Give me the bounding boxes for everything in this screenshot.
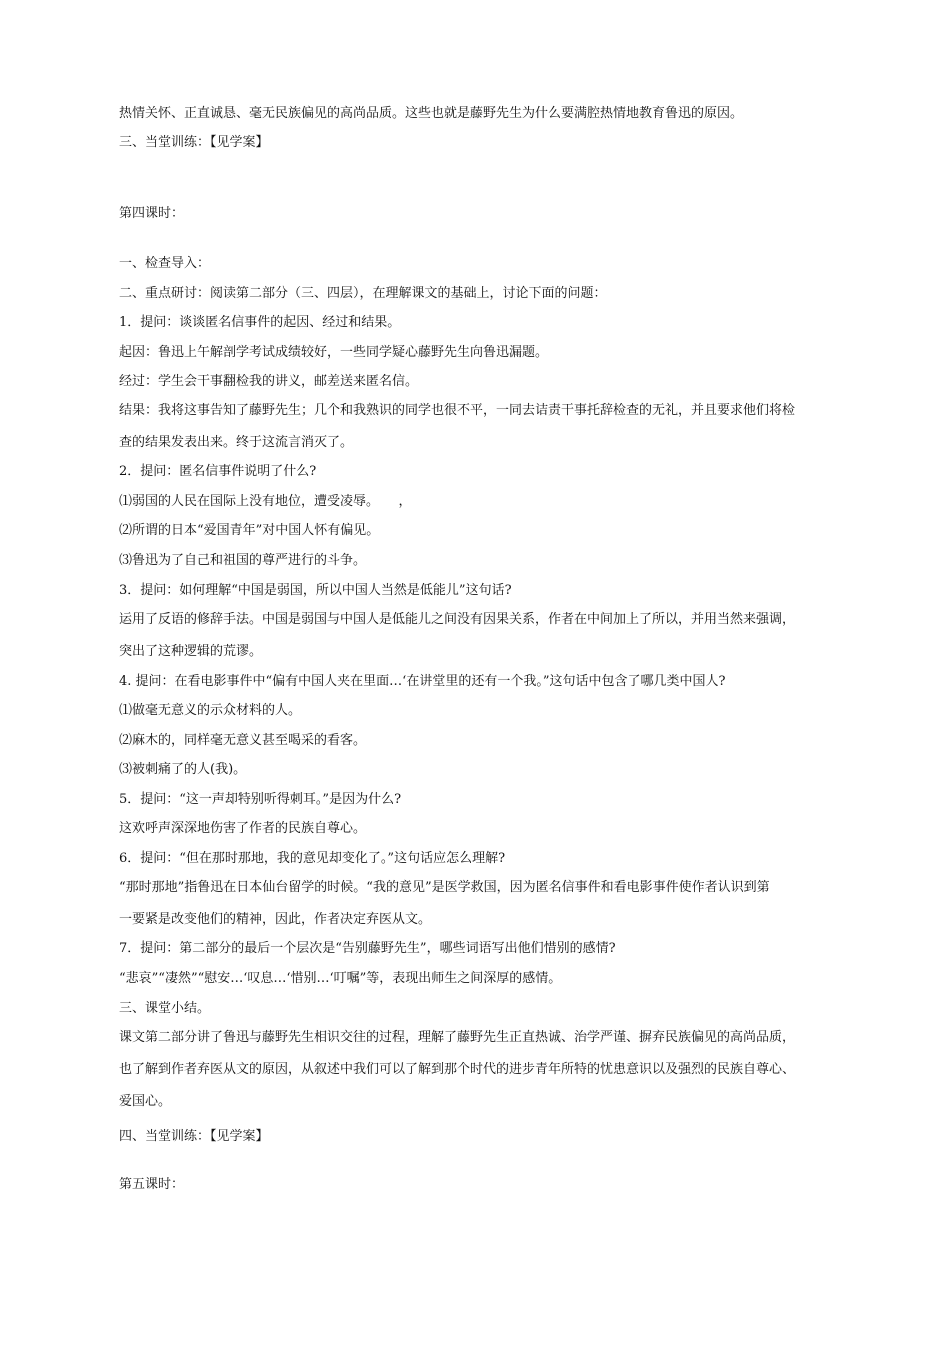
text-line: 课文第二部分讲了鲁迅与藤野先生相识交往的过程，理解了藤野先生正直热诚、治学严谨、摒弃民族偏见的高尚品质， <box>119 1030 796 1045</box>
text-line: ⑶被刺痛了的人(我)。 <box>119 762 247 777</box>
text-line: 5．提问：“这一声却特别听得刺耳。”是因为什么? <box>119 792 402 807</box>
text-line: 二、重点研讨：阅读第二部分（三、四层），在理解课文的基础上，讨论下面的问题： <box>119 286 607 301</box>
text-line: 热情关怀、正直诚恳、毫无民族偏见的高尚品质。这些也就是藤野先生为什么要满腔热情地教育鲁迅的原因。 <box>119 106 744 121</box>
text-line: 起因：鲁迅上午解剖学考试成绩较好，一些同学疑心藤野先生向鲁迅漏题。 <box>119 345 549 360</box>
section-heading: 第四课时： <box>119 206 185 221</box>
text-line: 突出了这种逻辑的荒谬。 <box>119 644 263 659</box>
text-line: 结果：我将这事告知了藤野先生；几个和我熟识的同学也很不平，一同去诘责干事托辞检查的无礼，并且要求他们将检 <box>119 403 796 418</box>
text-line: 3．提问：如何理解“中国是弱国，所以中国人当然是低能儿”这句话? <box>119 583 512 598</box>
text-line: 经过：学生会干事翻检我的讲义，邮差送来匿名信。 <box>119 374 419 389</box>
text-line: ⑴弱国的人民在国际上没有地位，遭受凌辱。 ， <box>119 494 412 509</box>
text-line: 三、课堂小结。 <box>119 1001 211 1016</box>
text-line: 运用了反语的修辞手法。中国是弱国与中国人是低能儿之间没有因果关系，作者在中间加上了所以，并用当然来强调， <box>119 612 796 627</box>
text-line: 三、当堂训练：【见学案】 <box>119 135 269 150</box>
text-line: 6．提问：“但在那时那地，我的意见却变化了。”这句话应怎么理解? <box>119 851 506 866</box>
text-line: 7．提问：第二部分的最后一个层次是“告别藤野先生”，哪些词语写出他们惜别的感情? <box>119 941 616 956</box>
text-line: “那时那地”指鲁迅在日本仙台留学的时候。“我的意见”是医学救国，因为匿名信事件和看电影事件使作者认识到第 <box>119 880 770 895</box>
text-line: 2．提问：匿名信事件说明了什么? <box>119 464 317 479</box>
text-line: ⑴做毫无意义的示众材料的人。 <box>119 703 302 718</box>
text-line: 四、当堂训练：【见学案】 <box>119 1129 269 1144</box>
text-line: 1．提问：谈谈匿名信事件的起因、经过和结果。 <box>119 315 401 330</box>
section-heading: 第五课时： <box>119 1177 185 1192</box>
text-line: 查的结果发表出来。终于这流言消灭了。 <box>119 435 354 450</box>
text-line: “悲哀”“凄然”“慰安…‘叹息…‘惜别…‘叮嘱”等，表现出师生之间深厚的感情。 <box>119 971 562 986</box>
text-line: 这欢呼声深深地伤害了作者的民族自尊心。 <box>119 821 367 836</box>
text-line: ⑵麻木的，同样毫无意义甚至喝采的看客。 <box>119 733 367 748</box>
text-line: 也了解到作者弃医从文的原因，从叙述中我们可以了解到那个时代的进步青年所特的忧患意识以及强烈的民族自尊心、 <box>119 1062 796 1077</box>
text-line: 4. 提问：在看电影事件中“偏有中国人夹在里面…‘在讲堂里的还有一个我。”这句话中包含了哪几类中国人? <box>119 674 726 689</box>
text-line: 爱国心。 <box>119 1094 172 1109</box>
text-line: 一要紧是改变他们的精神，因此，作者决定弃医从文。 <box>119 912 432 927</box>
text-line: ⑵所谓的日本“爱国青年”对中国人怀有偏见。 <box>119 523 380 538</box>
text-line: 一、检查导入： <box>119 256 211 271</box>
text-line: ⑶鲁迅为了自己和祖国的尊严进行的斗争。 <box>119 553 367 568</box>
